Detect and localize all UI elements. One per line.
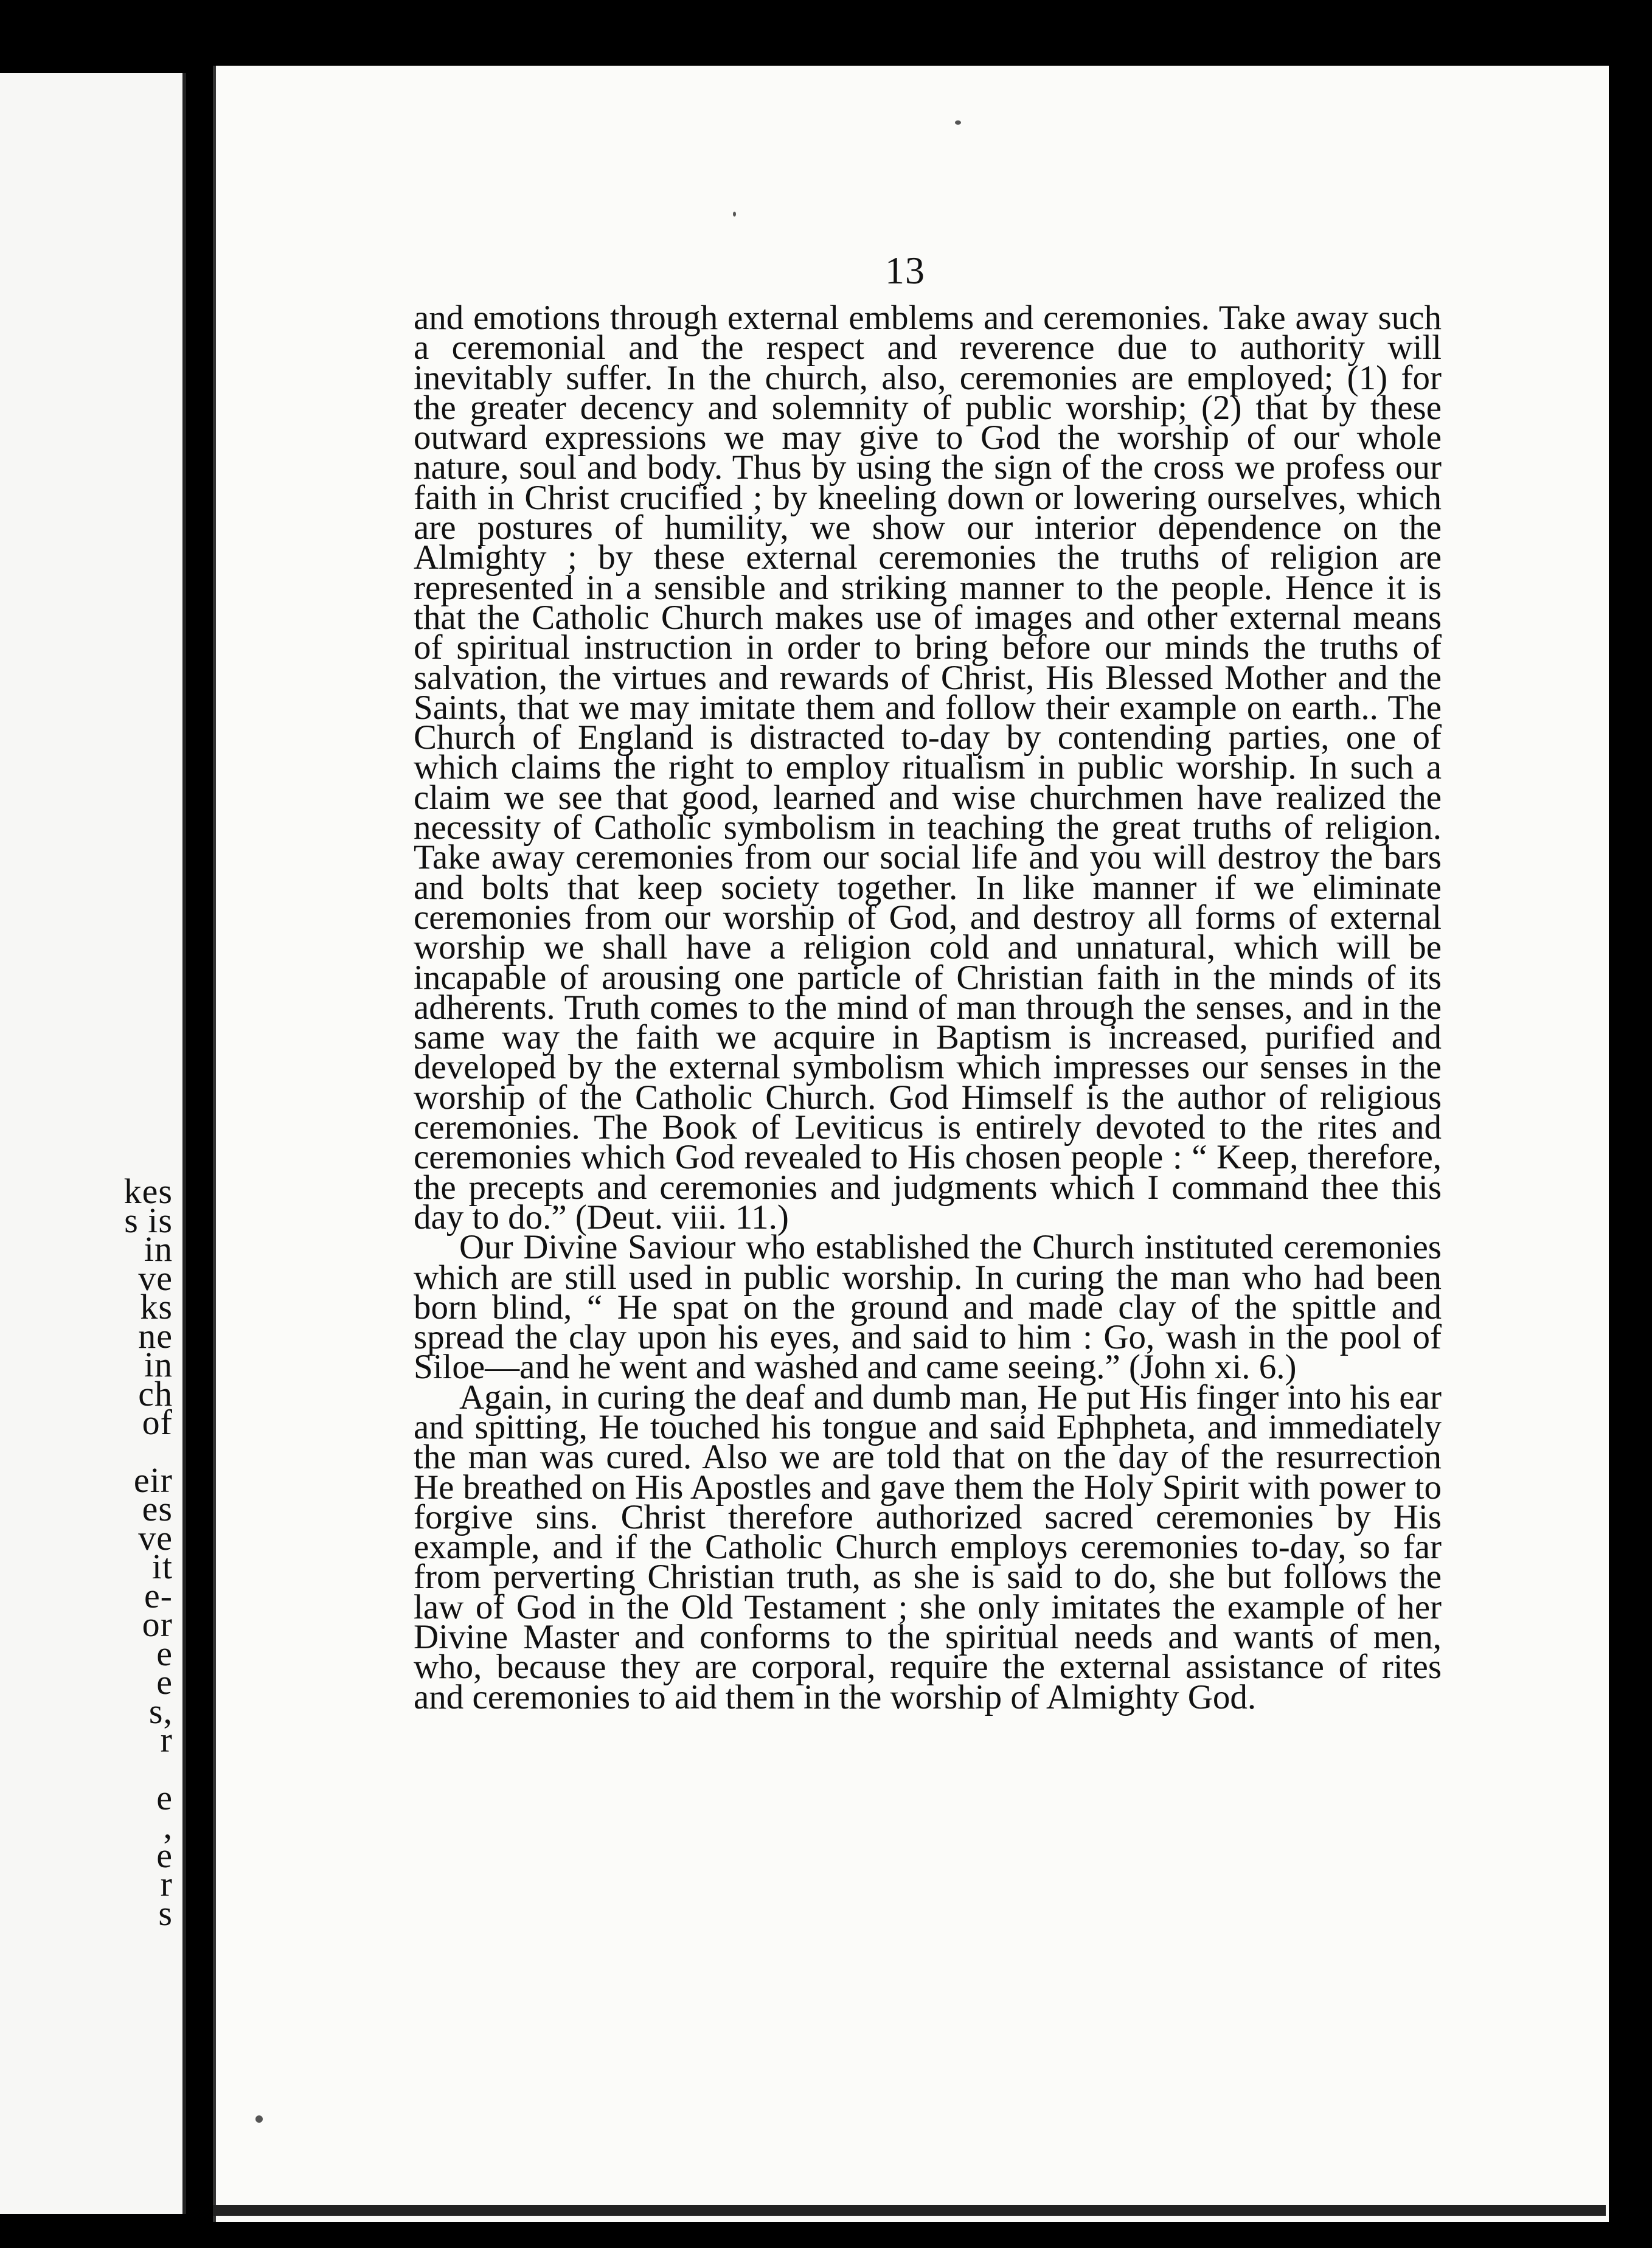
left-fragment: ve	[138, 1258, 173, 1298]
left-fragment: kes	[123, 1171, 173, 1211]
left-fragment: eir	[133, 1460, 173, 1500]
paragraph: Our Divine Saviour who established the Church instituted ceremonies which are still used in public worship. In curing the man who had been born blind, “ He spat on the ground and made clay of the spittle and spread the clay upon his eyes, and said to him : Go, wash in the pool of Siloe—and he went and washed and came seeing.” (John xi. 6.)	[414, 1228, 1442, 1387]
left-fragment: s	[158, 1893, 173, 1933]
left-fragment: of	[142, 1403, 173, 1442]
left-fragment: ks	[140, 1287, 173, 1327]
left-fragment: or	[142, 1604, 173, 1644]
left-fragment: ch	[138, 1373, 173, 1414]
left-fragment: ,	[163, 1806, 173, 1846]
left-page-text-fragments	[75, 1171, 173, 1933]
left-fragment: r	[160, 1720, 173, 1760]
page-bottom-edge	[213, 2205, 1606, 2216]
right-page	[213, 66, 1609, 2222]
left-fragment: in	[144, 1345, 173, 1384]
scan-speck	[255, 2115, 263, 2123]
paragraph: Again, in curing the deaf and dumb man, He put His finger into his ear and spitting, He touched his tongue and said Ephpheta, and immediately the man was cured. Also we are told that on the day of the resurrection He breathed on His Apostles and gave them the Holy Spirit with power to forgive sins. Christ therefore authorized sacred ceremonies by His example, and if the Catholic Church employs ceremonies to-day, so far from perverting Christian truth, as she is said to do, she but follows the law of God in the Old Testament ; she only imitates the example of her Divine Master and conforms to the spiritual needs and wants of men, who, because they are corporal, require the external assistance of rites and ceremonies to aid them in the worship of Almighty God.	[414, 1378, 1442, 1716]
left-fragment: e-	[144, 1575, 173, 1615]
left-fragment: s,	[148, 1691, 173, 1731]
left-fragment: r	[160, 1864, 173, 1904]
left-page-edge	[0, 73, 186, 2214]
left-fragment: s is	[124, 1200, 173, 1240]
left-fragment: in	[144, 1229, 173, 1269]
scan-speck	[733, 212, 736, 217]
paragraph: and emotions through external emblems and ceremonies. Take away such a ceremonial and the respect and reverence due to authority will inevitably suffer. In the church, also, ceremonies are employed; (1) for the greater decency and solemnity of public worship; (2) that by these outward expressions we may give to God the worship of our whole nature, soul and body. Thus by using the sign of the cross we profess our faith in Christ crucified ; by kneeling down or lowering ourselves, which are postures of humility, we show our interior dependence on the Almighty ; by these external ceremonies the truths of religion are represented in a sensible and striking manner to the people. Hence it is that the Catholic Church makes use of images and other external means of spiritual instruction in order to bring before our minds the truths of salvation, the virtues and rewards of Christ, His Blessed Mother and the Saints, that we may imitate them and follow their example on earth.. The Church of England is distracted to-day by contending parties, one of which claims the right to employ ritualism in public worship. In such a claim we see that good, learned and wise churchmen have realized the necessity of Catholic symbolism in teaching the great truths of religion. Take away ceremonies from our social life and you will destroy the bars and bolts that keep society together. In like manner if we eliminate ceremonies from our worship of God, and destroy all forms of external worship we shall have a religion cold and unnatural, which will be incapable of arousing one particle of Christian faith in the minds of its adherents. Truth comes to the mind of man through the senses, and in the same way the faith we acquire in Baptism is increased, purified and developed by the external symbolism which impresses our senses in the worship of the Catholic Church. God Himself is the author of religious ceremonies. The Book of Leviticus is entirely devoted to the rites and ceremonies which God revealed to His chosen people : “ Keep, therefore, the precepts and ceremonies and judgments which I command thee this day to do.” (Deut. viii. 11.)	[414, 299, 1442, 1237]
body-text	[414, 299, 1442, 1716]
left-fragment: e	[156, 1633, 173, 1673]
left-fragment: it	[151, 1547, 173, 1586]
left-fragment: es	[142, 1489, 173, 1528]
left-fragment: e	[156, 1777, 173, 1817]
left-fragment: ve	[138, 1518, 173, 1558]
left-fragment: e	[156, 1662, 173, 1702]
scan-speck	[955, 120, 961, 125]
left-fragment: e	[156, 1835, 173, 1875]
left-fragment: ne	[138, 1316, 173, 1356]
page-number: 13	[885, 249, 925, 292]
